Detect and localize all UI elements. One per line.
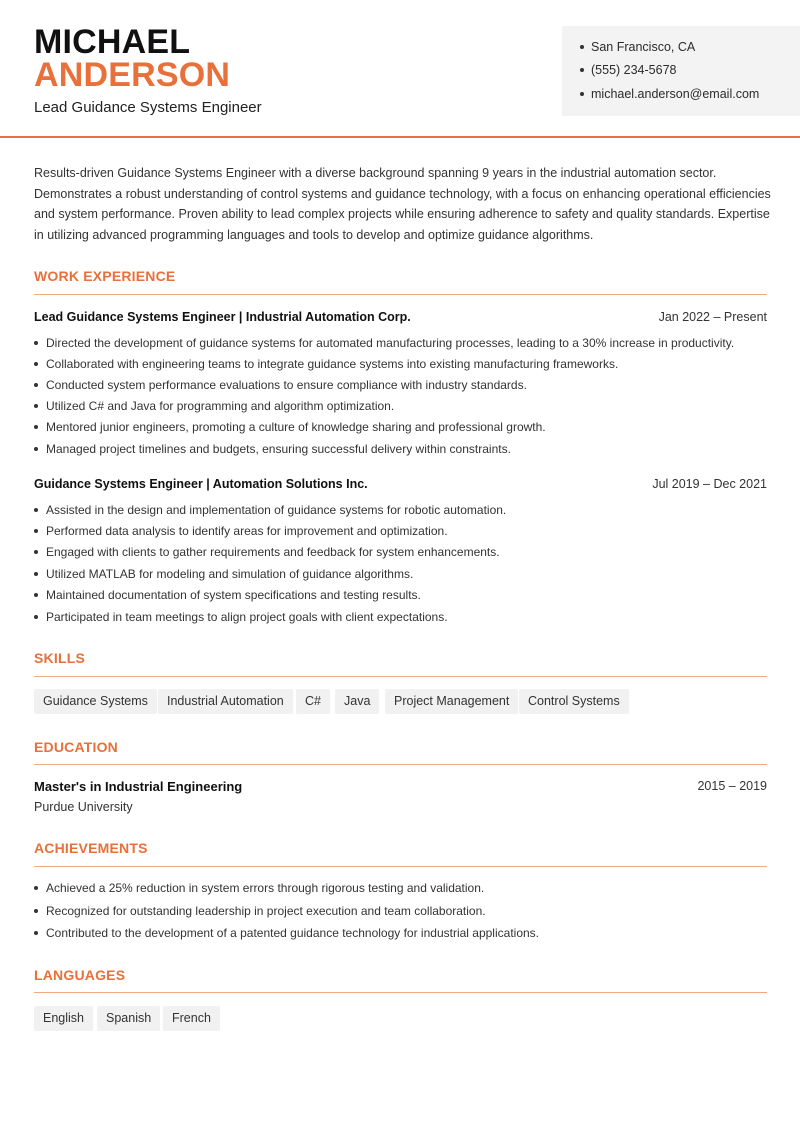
education-dates: 2015 – 2019 [697, 779, 767, 793]
bullet-icon [34, 593, 38, 597]
list-item: Contributed to the development of a patented guidance technology for industrial applications. [34, 926, 539, 940]
bullet-icon [34, 508, 38, 512]
bullet-icon [580, 45, 584, 49]
section-title-skills: SKILLS [34, 650, 85, 666]
list-item: Engaged with clients to gather requirements and feedback for system enhancements. [34, 545, 500, 559]
bullet-icon [34, 572, 38, 576]
job-title-company: Lead Guidance Systems Engineer | Industrial Automation Corp. [34, 310, 411, 324]
section-title-achievements: ACHIEVEMENTS [34, 840, 148, 856]
skill-chip: Guidance Systems [34, 689, 157, 714]
section-divider [34, 992, 767, 993]
list-item: Directed the development of guidance systems for automated manufacturing processes, leading to a 30% increase in productivity. [34, 336, 734, 350]
education-degree: Master's in Industrial Engineering [34, 779, 243, 794]
section-divider [34, 866, 767, 867]
list-item: Utilized C# and Java for programming and algorithm optimization. [34, 399, 394, 413]
job-header [34, 477, 767, 491]
bullet-icon [34, 886, 38, 890]
list-item: Managed project timelines and budgets, ensuring successful delivery within constraints. [34, 442, 511, 456]
job-dates: Jul 2019 – Dec 2021 [652, 477, 767, 491]
bullet-icon [580, 92, 584, 96]
bullet-icon [34, 341, 38, 345]
skill-chip: Project Management [385, 689, 518, 714]
bullet-icon [34, 550, 38, 554]
bullet-icon [34, 615, 38, 619]
list-item: Collaborated with engineering teams to integrate guidance systems into existing manufacturing frameworks. [34, 357, 618, 371]
bullet-icon [34, 447, 38, 451]
section-title-work: WORK EXPERIENCE [34, 268, 176, 284]
bullet-icon [34, 931, 38, 935]
bullet-icon [580, 68, 584, 72]
resume-header [0, 0, 800, 137]
list-item: Recognized for outstanding leadership in project execution and team collaboration. [34, 904, 486, 918]
first-name: MICHAEL [34, 23, 191, 61]
skill-chip: Java [335, 689, 379, 714]
job-dates: Jan 2022 – Present [658, 310, 767, 324]
bullet-icon [34, 404, 38, 408]
bullet-icon [34, 909, 38, 913]
section-divider [34, 676, 767, 677]
skill-chip: Industrial Automation [158, 689, 293, 714]
list-item: Assisted in the design and implementation of guidance systems for robotic automation. [34, 503, 506, 517]
section-title-languages: LANGUAGES [34, 967, 126, 983]
language-chip: English [34, 1006, 93, 1031]
list-item: Participated in team meetings to align project goals with client expectations. [34, 610, 448, 624]
section-divider [34, 294, 767, 295]
bullet-icon [34, 425, 38, 429]
list-item: Maintained documentation of system specifications and testing results. [34, 588, 421, 602]
list-item: Utilized MATLAB for modeling and simulation of guidance algorithms. [34, 567, 413, 581]
skill-chip: C# [296, 689, 330, 714]
language-chip: Spanish [97, 1006, 160, 1031]
bullet-icon [34, 529, 38, 533]
job-header [34, 310, 767, 324]
section-title-education: EDUCATION [34, 739, 118, 755]
section-divider [34, 764, 767, 765]
list-item: Mentored junior engineers, promoting a culture of knowledge sharing and professional growth. [34, 420, 546, 434]
skill-chip: Control Systems [519, 689, 629, 714]
list-item: Achieved a 25% reduction in system errors through rigorous testing and validation. [34, 881, 484, 895]
contact-location: San Francisco, CA [580, 40, 695, 54]
contact-box [562, 26, 800, 116]
education-school: Purdue University [34, 800, 133, 814]
last-name: ANDERSON [34, 56, 231, 94]
bullet-icon [34, 383, 38, 387]
contact-phone: (555) 234-5678 [580, 63, 676, 77]
job-title-company: Guidance Systems Engineer | Automation Solutions Inc. [34, 477, 368, 491]
header-divider [0, 136, 800, 138]
contact-email[interactable]: michael.anderson@email.com [580, 87, 759, 101]
list-item: Performed data analysis to identify areas for improvement and optimization. [34, 524, 448, 538]
language-chip: French [163, 1006, 220, 1031]
list-item: Conducted system performance evaluations to ensure compliance with industry standards. [34, 378, 527, 392]
professional-summary: Results-driven Guidance Systems Engineer with a diverse background spanning 9 years in the industrial automation sector. Demonstrates a robust understanding of control systems and guidance technology, with a focus on enhancing operational efficiencies and system performance. Proven ability to lead complex projects while ensuring adherence to safety and quality standards. Expertise in utilizing advanced programming languages and tools to develop and optimize guidance algorithms. [34, 166, 771, 243]
job-title: Lead Guidance Systems Engineer [34, 99, 262, 116]
bullet-icon [34, 362, 38, 366]
